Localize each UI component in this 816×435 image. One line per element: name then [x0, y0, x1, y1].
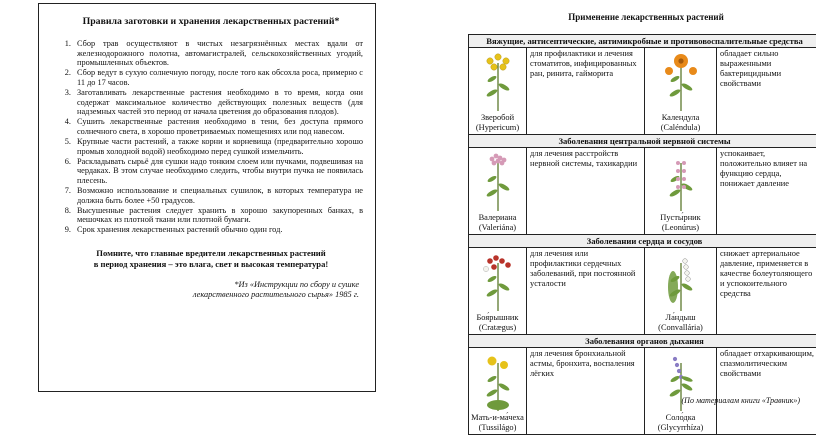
- section-header-row: [469, 235, 816, 248]
- section-header: Заболевании сердца и сосудов: [469, 235, 816, 248]
- plant-image-cell: [469, 248, 527, 335]
- plant-latin-name: (Convallária): [647, 323, 714, 333]
- plant-name: Зверобой: [471, 113, 524, 123]
- plant-use: успокаивает, положительно влияет на функцию сердца, понижает давление: [717, 148, 816, 235]
- section-header: Заболевания органов дыхания: [469, 335, 816, 348]
- valeriana-icon: [471, 149, 524, 213]
- calendula-icon: [647, 49, 714, 113]
- plant-latin-name: (Hypericum): [471, 123, 524, 133]
- footer-note: (По материалам книги «Травник»): [520, 396, 800, 405]
- plant-latin-name: (Leonúrus): [647, 223, 714, 233]
- plant-row: [469, 348, 816, 435]
- plant-image-cell: [645, 248, 717, 335]
- rules-panel: [38, 3, 376, 392]
- crataegus-icon: [471, 249, 524, 313]
- rules-list: [59, 39, 363, 235]
- leonurus-icon: [647, 149, 714, 213]
- plant-latin-name: (Glycyrrhíza): [647, 423, 714, 433]
- plant-latin-name: (Valeriána): [471, 223, 524, 233]
- plant-image-cell: [645, 48, 717, 135]
- plant-use: для лечения бронхиальной астмы, бронхита, воспаления лёгких: [527, 348, 645, 435]
- plant-use: для лечения или профилактики сердечных заболеваний, при постоянной усталости: [527, 248, 645, 335]
- plant-use: обладает сильно выраженными бактерицидными свойствами: [717, 48, 816, 135]
- section-header: Заболевания центральной нервной системы: [469, 135, 816, 148]
- plant-name: Валериана: [471, 213, 524, 223]
- hypericum-icon: [471, 49, 524, 113]
- rule-item: 3. Заготавливать лекарственные растения необходимо в то время, когда они содержат максимальное количество действующих полезных веществ (для надземных частей это период от начала цветения до образования плодов).: [73, 88, 363, 117]
- rule-item: 6. Раскладывать сырьё для сушки надо тонким слоем или пучками, подвешивая на чердаках. В этом случае необходимо следить, чтобы внутри пучка не появилась плесень.: [73, 157, 363, 186]
- source-line: лекарственного растительного сырья» 1985 г.: [193, 290, 359, 299]
- plant-name: Мать-и-ма́чеха: [471, 413, 524, 423]
- plant-image-cell: [469, 348, 527, 435]
- section-header-row: [469, 135, 816, 148]
- plant-name: Пусты́рник: [647, 213, 714, 223]
- rule-item: 4. Сушить лекарственные растения необходимо в тени, без доступа прямого солнечного света, в хорошо проветриваемых помещениях или под навесом.: [73, 117, 363, 136]
- section-header-row: [469, 35, 816, 48]
- plant-image-cell: [469, 48, 527, 135]
- plants-table: [468, 34, 816, 435]
- plant-latin-name: (Cratægus): [471, 323, 524, 333]
- section-header-row: [469, 335, 816, 348]
- plant-use: обладает отхаркивающим, спазмолитическим свойствами: [717, 348, 816, 435]
- source-line: *Из «Инструкции по сбору и сушке: [234, 280, 359, 289]
- warning-line: Помните, что главные вредители лекарственных растений: [96, 248, 325, 258]
- rule-item: 1. Сбор трав осуществляют в чистых незагрязнённых местах вдали от железнодорожного полотна, автомагистралей, сельскохозяйственных угодий, промышленных объектов.: [73, 39, 363, 68]
- plant-image-cell: [645, 148, 717, 235]
- plant-name: Боя́рышник: [471, 313, 524, 323]
- section-header: Вяжущие, антисептические, антимикробные и противовоспалительные средства: [469, 35, 816, 48]
- plant-image-cell: [645, 348, 717, 435]
- plant-use: для лечения расстройств нервной системы, тахикардии: [527, 148, 645, 235]
- rule-item: 8. Высушенные растения следует хранить в хорошо закупоренных банках, в мешочках из плотной ткани или плотной бумаги.: [73, 206, 363, 225]
- tussilago-icon: [471, 349, 524, 413]
- rule-item: 9. Срок хранения лекарственных растений обычно один год.: [73, 225, 363, 235]
- plant-name: Календула: [647, 113, 714, 123]
- plant-name: Соло́дка: [647, 413, 714, 423]
- plants-table-title: Применение лекарственных растений: [468, 12, 816, 22]
- plant-row: [469, 148, 816, 235]
- storage-warning: [59, 248, 363, 270]
- plant-name: Ла́ндыш: [647, 313, 714, 323]
- rule-item: 7. Возможно использование и специальных сушилок, в которых температура не должна быть более +50 градусов.: [73, 186, 363, 205]
- rules-title: Правила заготовки и хранения лекарственных растений*: [59, 16, 363, 27]
- rule-item: 5. Крупные части растений, а также корни и корневища (предварительно хорошо промыв холодной водой) необходимо перед сушкой измельчить.: [73, 137, 363, 156]
- source-note: [59, 280, 363, 301]
- plant-latin-name: (Tussilágo): [471, 423, 524, 433]
- convallaria-icon: [647, 249, 714, 313]
- plant-image-cell: [469, 148, 527, 235]
- plant-latin-name: (Caléndula): [647, 123, 714, 133]
- plant-use: снижает артериальное давление, применяется в качестве болеутоляющего и успокоительного средства: [717, 248, 816, 335]
- warning-line: в период хранения – это влага, свет и высокая температура!: [94, 259, 329, 269]
- plant-row: [469, 248, 816, 335]
- plant-use: для профилактики и лечения стоматитов, инфицированных ран, ринита, гайморита: [527, 48, 645, 135]
- plant-row: [469, 48, 816, 135]
- rule-item: 2. Сбор ведут в сухую солнечную погоду, после того как обсохла роса, примерно с 11 до 17 часов.: [73, 68, 363, 87]
